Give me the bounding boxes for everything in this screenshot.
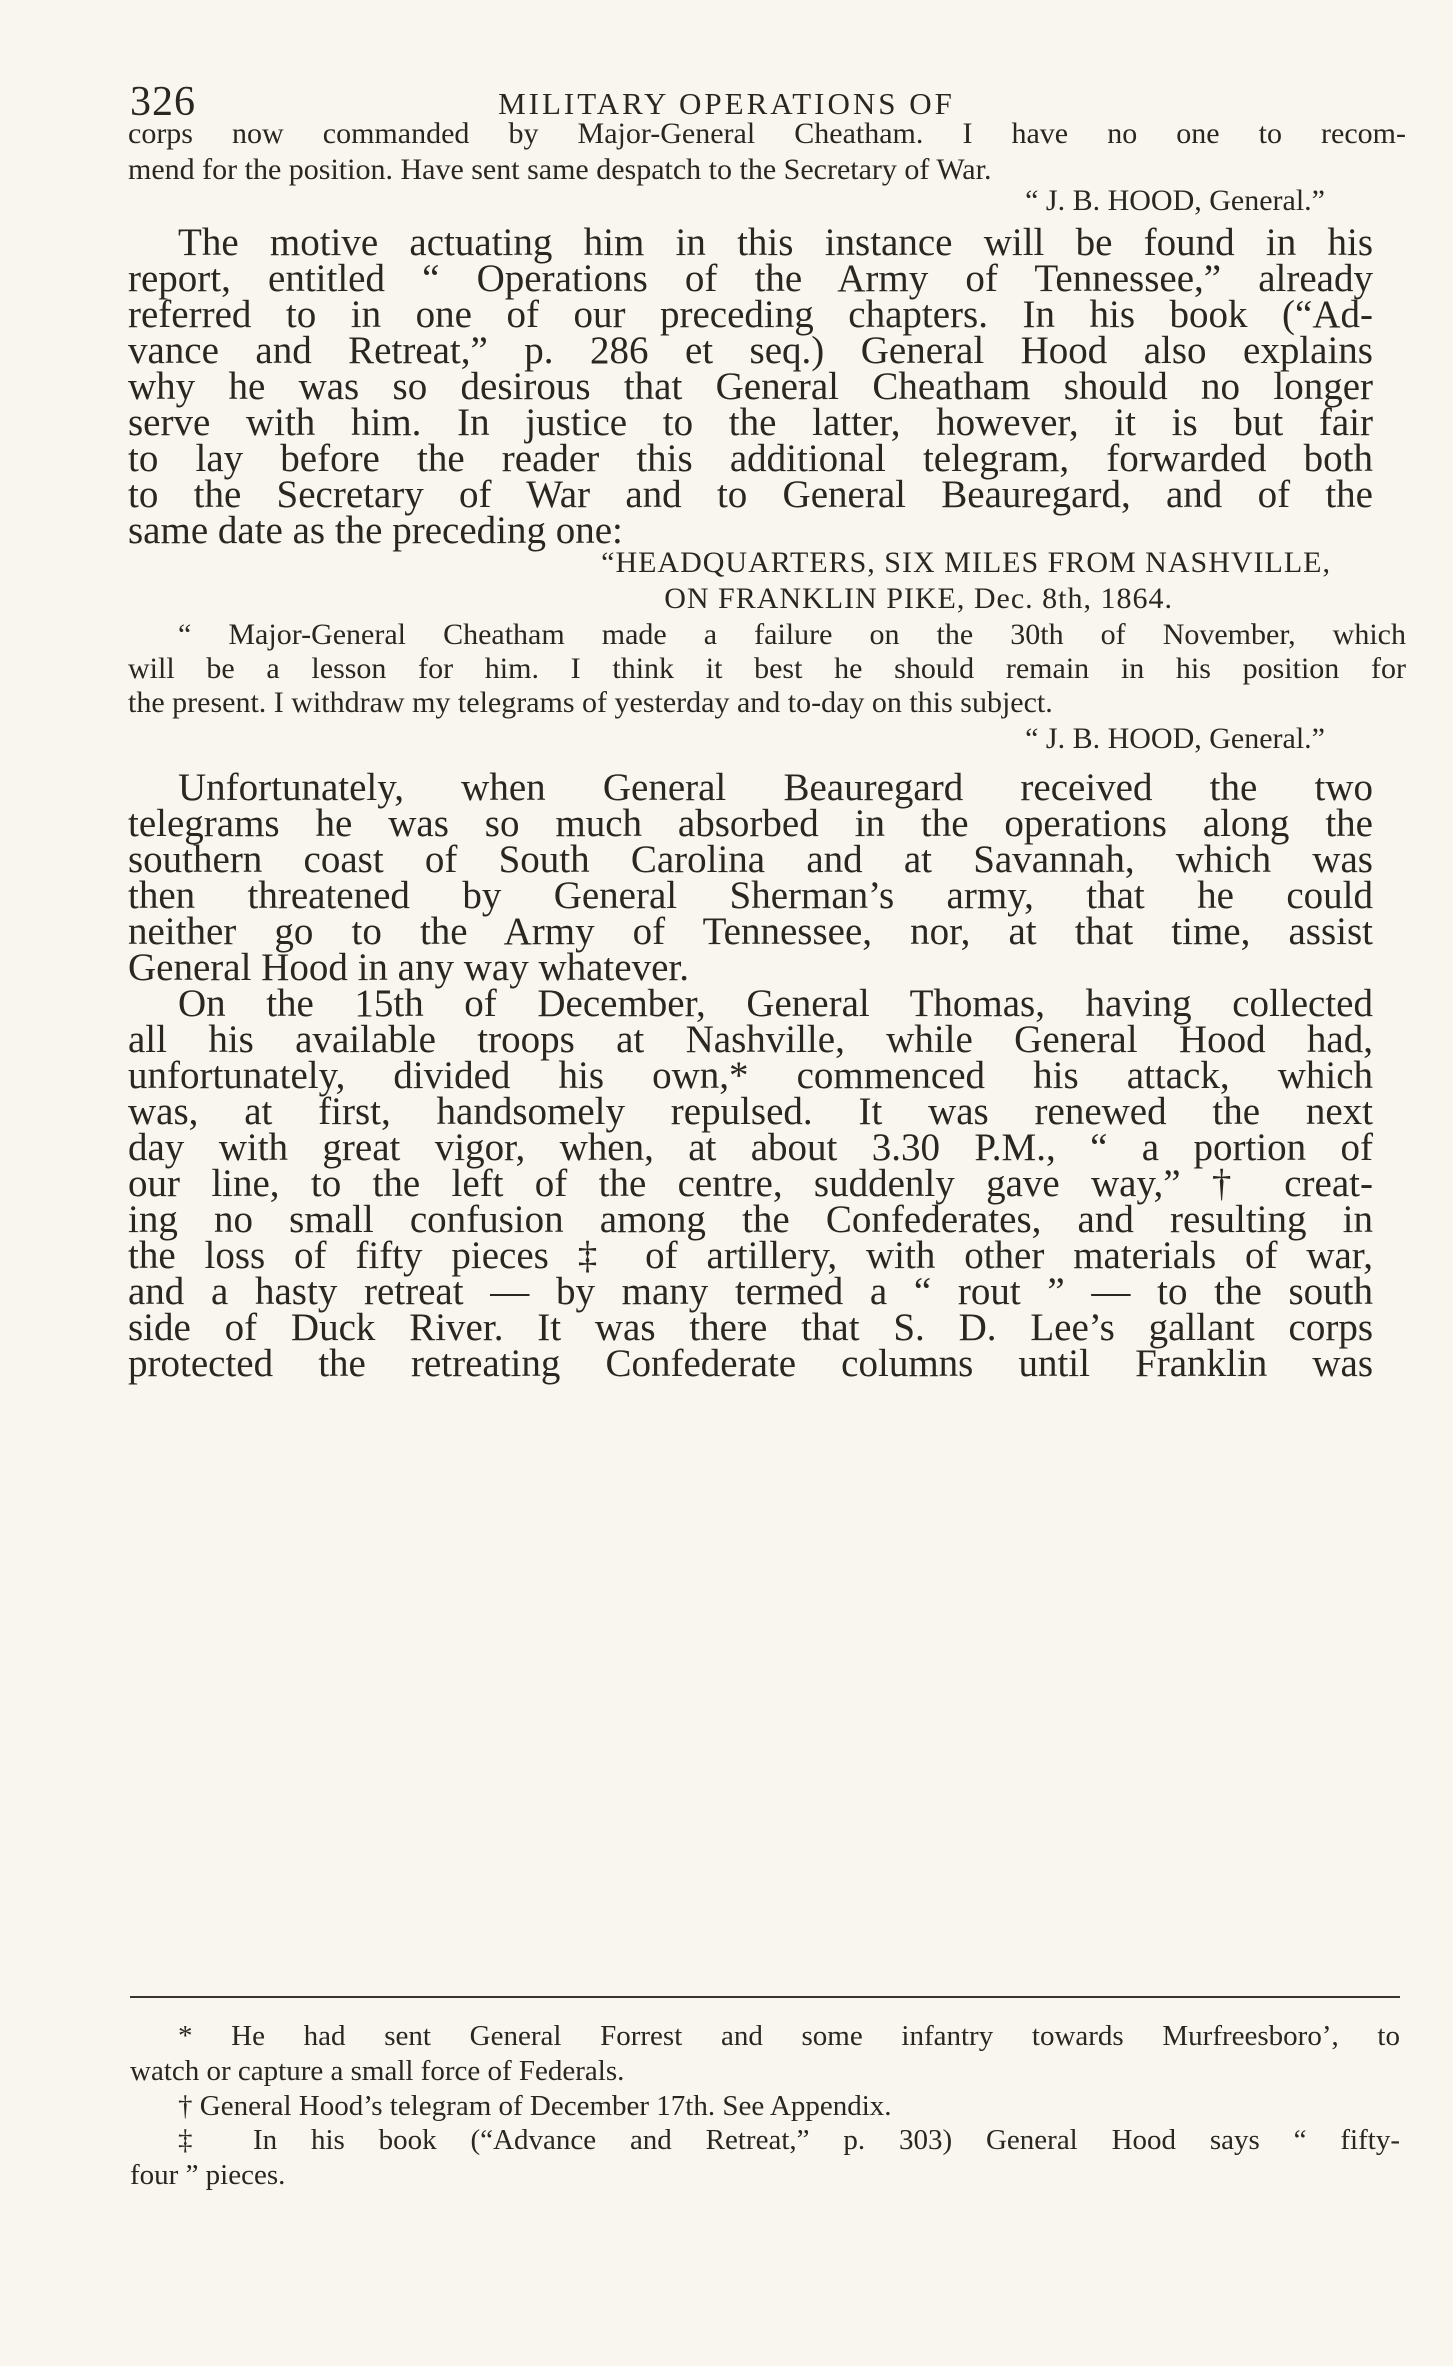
telegram2-heading: ON FRANKLIN PIKE, Dec. 8th, 1864. (664, 582, 1173, 615)
para1-line: vance and Retreat,” p. 286 et seq.) General Hood also explains (128, 329, 1373, 372)
telegram2-line: “ Major-General Cheatham made a failure on the 30th of November, which (178, 618, 1406, 651)
telegram1-line: corps now commanded by Major-General Cheatham. I have no one to recom- (128, 117, 1406, 150)
telegram1-signature: “ J. B. HOOD, General.” (1025, 184, 1325, 217)
telegram2-line: the present. I withdraw my telegrams of yesterday and to-day on this subject. (128, 686, 1053, 719)
footnote-1-continued: watch or capture a small force of Federals. (130, 2055, 625, 2087)
para3-line: all his available troops at Nashville, while General Hood had, (128, 1018, 1373, 1061)
telegram2-signature: “ J. B. HOOD, General.” (1025, 722, 1325, 755)
para3-line: day with great vigor, when, at about 3.30 P.M., “ a portion of (128, 1126, 1373, 1169)
para1-line: to lay before the reader this additional telegram, forwarded both (128, 437, 1373, 480)
footnote-3: ‡ In his book (“Advance and Retreat,” p. 303) General Hood says “ fifty- (178, 2124, 1400, 2156)
para3-line: was, at first, handsomely repulsed. It was renewed the next (128, 1090, 1373, 1133)
para2-line: telegrams he was so much absorbed in the operations along the (128, 802, 1373, 845)
para3-line: the loss of fifty pieces ‡ of artillery, with other materials of war, (128, 1234, 1373, 1277)
running-title: MILITARY OPERATIONS OF (498, 86, 955, 121)
footnote-2: † General Hood’s telegram of December 17th. See Appendix. (178, 2090, 892, 2122)
para2-line: then threatened by General Sherman’s army, that he could (128, 874, 1373, 917)
telegram2-line: will be a lesson for him. I think it best he should remain in his position for (128, 652, 1406, 685)
telegram1-line: mend for the position. Have sent same despatch to the Secretary of War. (128, 153, 992, 186)
para1-line: to the Secretary of War and to General Beauregard, and of the (128, 473, 1373, 516)
footnote-3-continued: four ” pieces. (130, 2159, 286, 2191)
para1-line: report, entitled “ Operations of the Army of Tennessee,” already (128, 257, 1373, 300)
para1-line: why he was so desirous that General Cheatham should no longer (128, 365, 1373, 408)
para3-line: On the 15th of December, General Thomas, having collected (178, 982, 1373, 1025)
para3-line: unfortunately, divided his own,* commenced his attack, which (128, 1054, 1373, 1097)
telegram2-heading: “HEADQUARTERS, SIX MILES FROM NASHVILLE, (601, 546, 1331, 579)
para1-line: serve with him. In justice to the latter, however, it is but fair (128, 401, 1373, 444)
para2-line: neither go to the Army of Tennessee, nor, at that time, assist (128, 910, 1373, 953)
para3-line: ing no small confusion among the Confederates, and resulting in (128, 1198, 1373, 1241)
para2-line: southern coast of South Carolina and at Savannah, which was (128, 838, 1373, 881)
para1-line: referred to in one of our preceding chapters. In his book (“Ad- (128, 293, 1373, 336)
para3-line: our line, to the left of the centre, suddenly gave way,” † creat- (128, 1162, 1373, 1205)
para1-line: The motive actuating him in this instance will be found in his (178, 221, 1373, 264)
para2-line: General Hood in any way whatever. (128, 946, 689, 989)
para1-line: same date as the preceding one: (128, 509, 623, 552)
para2-line: Unfortunately, when General Beauregard received the two (178, 766, 1373, 809)
para3-line: and a hasty retreat — by many termed a “ rout ” — to the south (128, 1270, 1373, 1313)
footnote-rule (130, 1996, 1400, 1998)
footnote-1: * He had sent General Forrest and some infantry towards Murfreesboro’, to (178, 2020, 1400, 2052)
page-number: 326 (130, 79, 196, 125)
para3-line: protected the retreating Confederate columns until Franklin was (128, 1342, 1373, 1385)
para3-line: side of Duck River. It was there that S. D. Lee’s gallant corps (128, 1306, 1373, 1349)
